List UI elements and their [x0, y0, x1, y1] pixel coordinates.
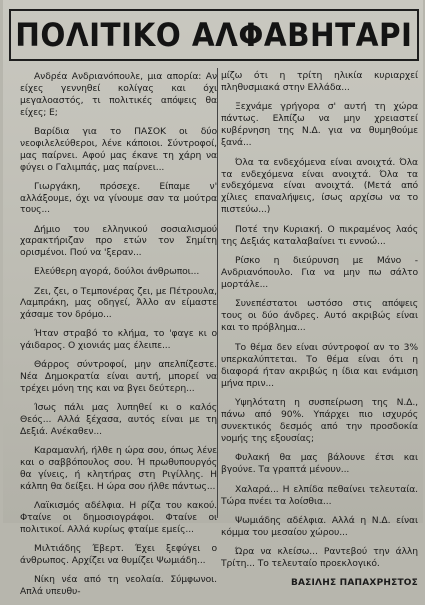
paragraph-n-continued: μίζω ότι η τρίτη ηλικία κυριαρχεί πληθυσμιακά στην Ελλάδα...	[221, 70, 418, 93]
column-divider	[217, 68, 218, 518]
newspaper-page	[3, 0, 423, 597]
paragraph-l: Λαϊκισμός αδέλφια. Η ρίζα του κακού. Φταίνε οι δημοσιογράφοι. Φταίνε οι πολιτικοί. Αλλά κυρίως φταίμε εμείς...	[20, 500, 217, 535]
paragraph-t: Το θέμα δεν είναι σύντροφοί αν το 3% υπερκαλύπτεται. Το θέμα είναι ότι η διαφορά ήταν ακριβώς η ίδια και ενάμιση μήνα πριν...	[221, 341, 418, 389]
paragraph-ps: Ψωμιάδης αδέλφια. Αλλά η Ν.Δ. είναι κόμμα του μεσαίου χώρου...	[221, 515, 418, 538]
paragraph-ch: Χαλαρά... Η ελπίδα πεθαίνει τελευταία. Τώρα πνέει τα λοίσθια...	[221, 483, 418, 507]
paragraph-g: Γιωργάκη, πρόσεχε. Είπαμε ν' αλλάξουμε, όχι να γίνουμε σαν τα μούτρα τους...	[20, 180, 217, 216]
paragraph-b: Βαρίδια για το ΠΑΣΟΚ οι δύο νεοφιλελεύθεροι, λένε κάποιοι. Σύντροφοί, μας παίρνει. Αφού μας έκανε τη χάρη να φύγει ο Γαλιμπάς, μας παίρνει...	[20, 125, 217, 173]
paragraph-y: Υψηλότατη η συσπείρωση της Ν.Δ., πάνω από 90%. Υπάρχει πιο ισχυρός συνεκτικός δεσμός από την προσδοκία νομής της εξουσίας;	[221, 397, 418, 444]
left-column	[20, 71, 217, 605]
paragraph-a: Ανδρέα Ανδριανόπουλε, μια απορία: Αν είχες γεννηθεί κολίγας και όχι μεγαλοαστός, τι πολιτικές απόψεις θα είχες; Ε;	[20, 71, 217, 118]
paragraph-p: Ποτέ την Κυριακή. Ο πικραμένος λαός της Δεξιάς καταλαβαίνει τι εννοώ...	[221, 223, 418, 247]
paragraph-r: Ρίσκο η διεύρυνση με Μάνο - Ανδριανόπουλο. Για να μην πω σάλτο μορτάλε...	[221, 255, 418, 290]
paragraph-x: Ξεχνάμε γρήγορα σ' αυτή τη χώρα πάντως. Ελπίζω να μην χρειαστεί κυβέρνηση της Ν.Δ. για να θυμηθούμε ξανά...	[221, 101, 418, 149]
paragraph-i: Ίσως πάλι μας λυπηθεί κι ο καλός Θεός... Αλλά ξέχασα, αυτός είναι με τη Δεξιά. Ανέκαθεν...	[20, 402, 217, 438]
author-signature: ΒΑΣΙΛΗΣ ΠΑΠΑΧΡΗΣΤΟΣ	[290, 577, 418, 588]
paragraph-o: Όλα τα ενδεχόμενα είναι ανοιχτά. Όλα τα ενδεχόμενα είναι ανοιχτά. Όλα τα ενδεχόμενα είναι ανοιχτά. (Μετά από χίλιες επαναλήψεις, ίσως αρχίσω να το πιστεύω...)	[221, 156, 418, 216]
paragraph-w: Ώρα να κλείσω... Ραντεβού την άλλη Τρίτη... Το τελευταίο προεκλογικό.	[221, 546, 418, 570]
paragraph-s: Συνεπέστατοι ωστόσο στις απόψεις τους οι δύο άνδρες. Αυτό ακριβώς είναι και το πρόβλημα...	[221, 298, 418, 334]
paragraph-e: Ελεύθερη αγορά, δούλοι άνθρωποι...	[34, 266, 200, 278]
paragraph-n: Νίκη νέα από τη νεολαία. Σύμφωνοι. Απλά υπευθυ-	[20, 573, 217, 597]
article-title: ΠΟΛΙΤΙΚΟ ΑΛΦΑΒΗΤΑΡΙ	[15, 16, 413, 54]
right-column	[221, 70, 418, 590]
paragraph-z: Ζει, ζει, ο Τεμπονέρας ζει, με Πέτρουλα, Λαμπράκη, μας οδηγεί, Άλλο αν είμαστε χάσαμε τον δρόμο...	[20, 285, 217, 321]
paragraph-k: Καραμανλή, ήλθε η ώρα σου, όπως λένε και ο σαββόπουλος σου. Ή πρωθυπουργός θα γίνεις, ή κλητήρας στη Ριγίλλης. Η κάλπη θα δείξει. Η ώρα σου ήλθε πάντως...	[20, 445, 217, 492]
paragraph-h: Ήταν στραβό το κλήμα, το 'φαγε κι ο γάιδαρος. Ο χιονιάς μας έλειπε...	[20, 328, 217, 352]
paragraph-f: Φυλακή θα μας βάλουνε έτσι και βγούνε. Τα γραπτά μένουν...	[221, 452, 418, 476]
paragraph-d: Δήμιο του ελληνικού σοσιαλισμού χαρακτήριζαν προ ετών τον Σημίτη ορισμένοι. Πού να 'ξεραν...	[20, 223, 217, 259]
paragraph-th: Θάρρος σύντροφοί, μην απελπίζεστε. Νέα Δημοκρατία είναι αυτή, μπορεί να τρέχει μόνη της και να βγει δεύτερη...	[20, 359, 217, 395]
title-box	[9, 9, 419, 61]
paragraph-m: Μιλτιάδης Έβερτ. Έχει ξεφύγει ο άνθρωπος. Αρχίζει να θυμίζει Ψωμιάδη...	[20, 542, 217, 566]
